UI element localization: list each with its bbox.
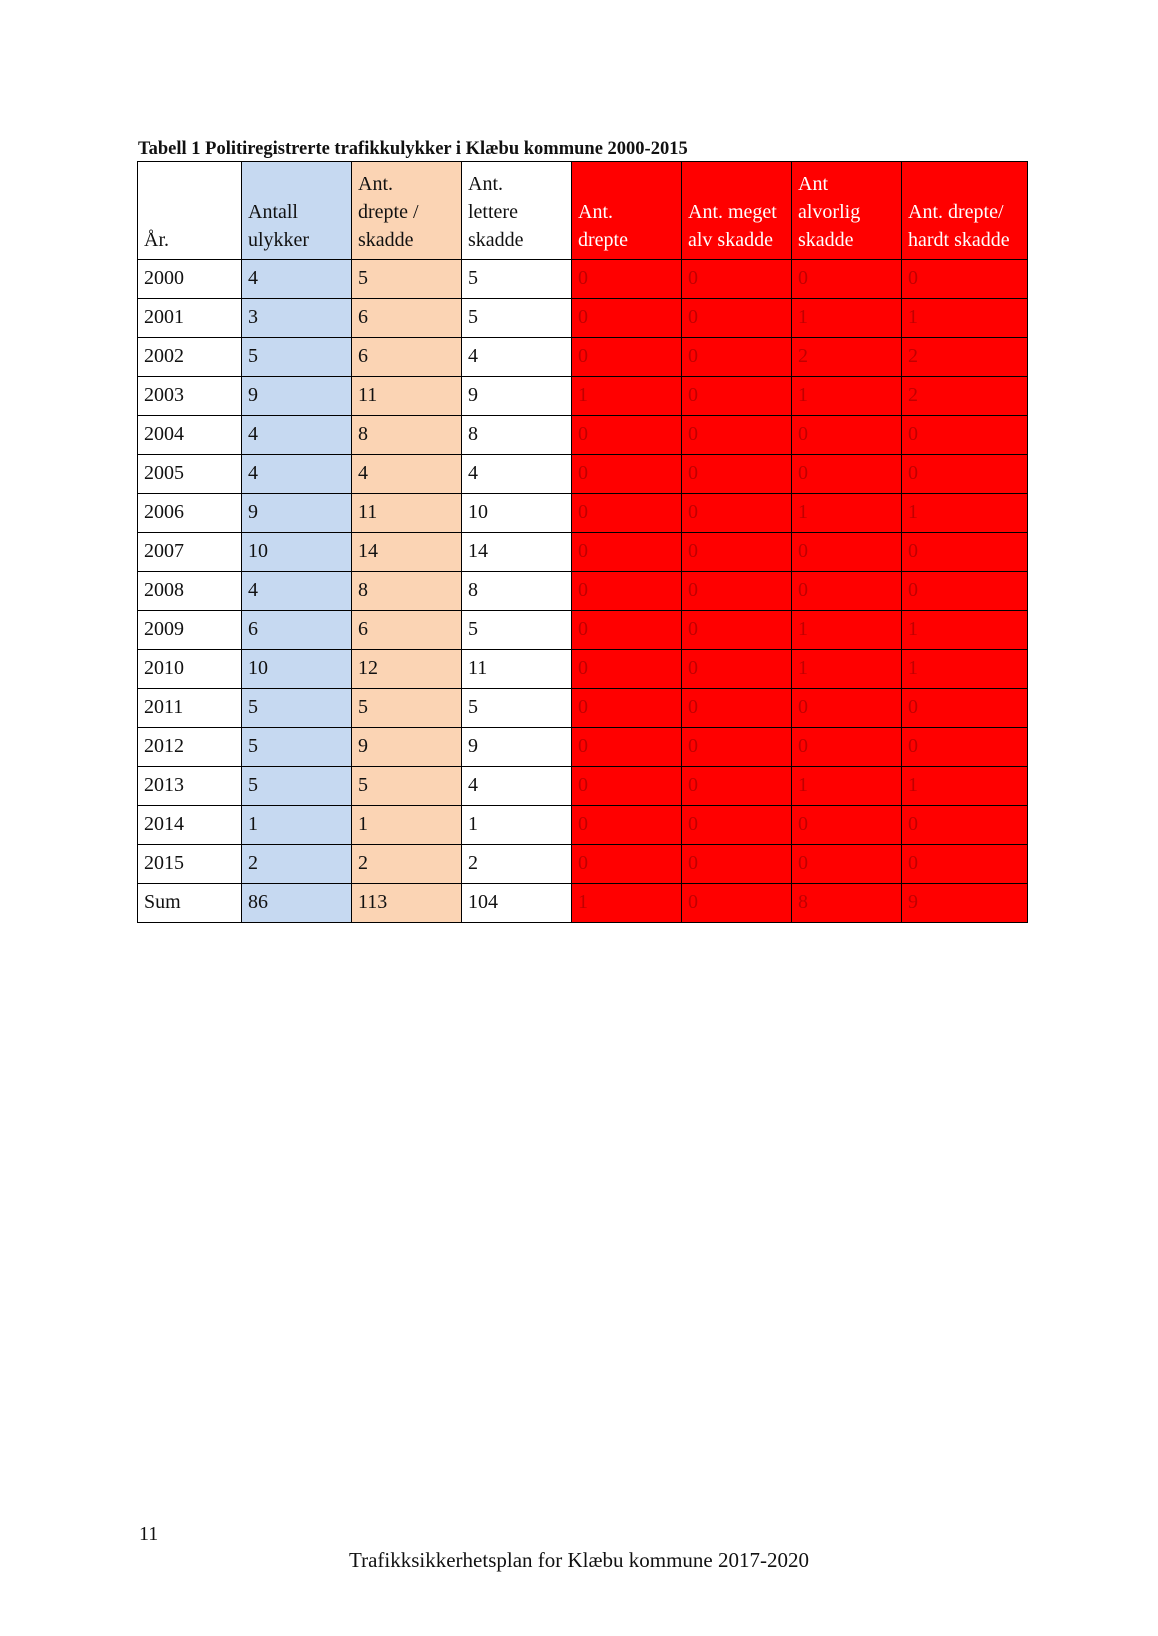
cell-very-seriously-injured: 0 <box>682 728 792 767</box>
cell-killed: 0 <box>572 338 682 377</box>
cell-killed-injured: 6 <box>352 338 462 377</box>
table-row <box>138 884 1028 923</box>
column-header-accidents <box>242 162 352 260</box>
table-header-row <box>138 162 1028 260</box>
cell-killed-hard-injured: 2 <box>902 338 1028 377</box>
table-row <box>138 533 1028 572</box>
cell-accidents: 9 <box>242 377 352 416</box>
cell-lightly-injured: 2 <box>462 845 572 884</box>
cell-seriously-injured: 8 <box>792 884 902 923</box>
cell-killed-hard-injured: 2 <box>902 377 1028 416</box>
cell-killed-hard-injured: 1 <box>902 650 1028 689</box>
cell-killed-injured: 6 <box>352 299 462 338</box>
table-caption: Tabell 1 Politiregistrerte trafikkulykker i Klæbu kommune 2000-2015 <box>138 139 688 159</box>
cell-killed: 0 <box>572 455 682 494</box>
cell-killed-injured: 5 <box>352 260 462 299</box>
cell-killed: 0 <box>572 299 682 338</box>
cell-lightly-injured: 8 <box>462 416 572 455</box>
cell-seriously-injured: 0 <box>792 533 902 572</box>
cell-very-seriously-injured: 0 <box>682 338 792 377</box>
cell-killed: 0 <box>572 416 682 455</box>
cell-killed-hard-injured: 9 <box>902 884 1028 923</box>
cell-year: 2007 <box>138 533 242 572</box>
column-header-line: skadde <box>468 229 524 251</box>
cell-very-seriously-injured: 0 <box>682 572 792 611</box>
cell-accidents: 6 <box>242 611 352 650</box>
table-row <box>138 767 1028 806</box>
cell-year: 2001 <box>138 299 242 338</box>
cell-lightly-injured: 14 <box>462 533 572 572</box>
table-row <box>138 455 1028 494</box>
column-header-seriously-injured <box>792 162 902 260</box>
cell-killed-hard-injured: 0 <box>902 455 1028 494</box>
table-row <box>138 845 1028 884</box>
cell-killed: 1 <box>572 377 682 416</box>
cell-killed-hard-injured: 1 <box>902 611 1028 650</box>
cell-year: 2003 <box>138 377 242 416</box>
cell-very-seriously-injured: 0 <box>682 416 792 455</box>
cell-accidents: 4 <box>242 572 352 611</box>
column-header-line: lettere <box>468 201 518 223</box>
table-body <box>138 260 1028 923</box>
cell-year: 2014 <box>138 806 242 845</box>
cell-killed-injured: 12 <box>352 650 462 689</box>
table-row <box>138 377 1028 416</box>
column-header-line: ulykker <box>248 229 310 251</box>
cell-very-seriously-injured: 0 <box>682 455 792 494</box>
cell-year: 2000 <box>138 260 242 299</box>
cell-killed-hard-injured: 0 <box>902 728 1028 767</box>
table-row <box>138 728 1028 767</box>
table-row <box>138 494 1028 533</box>
cell-accidents: 4 <box>242 455 352 494</box>
cell-very-seriously-injured: 0 <box>682 806 792 845</box>
cell-accidents: 5 <box>242 767 352 806</box>
cell-killed: 0 <box>572 572 682 611</box>
cell-killed-hard-injured: 0 <box>902 416 1028 455</box>
cell-killed-injured: 14 <box>352 533 462 572</box>
cell-lightly-injured: 1 <box>462 806 572 845</box>
cell-killed: 0 <box>572 494 682 533</box>
cell-killed-hard-injured: 0 <box>902 806 1028 845</box>
cell-killed-injured: 9 <box>352 728 462 767</box>
cell-accidents: 1 <box>242 806 352 845</box>
cell-seriously-injured: 0 <box>792 806 902 845</box>
column-header-killed <box>572 162 682 260</box>
cell-killed: 0 <box>572 650 682 689</box>
cell-killed-injured: 11 <box>352 494 462 533</box>
cell-seriously-injured: 2 <box>792 338 902 377</box>
cell-killed: 0 <box>572 533 682 572</box>
cell-seriously-injured: 0 <box>792 416 902 455</box>
cell-very-seriously-injured: 0 <box>682 845 792 884</box>
cell-killed: 0 <box>572 728 682 767</box>
cell-seriously-injured: 1 <box>792 767 902 806</box>
cell-very-seriously-injured: 0 <box>682 689 792 728</box>
page-number: 11 <box>139 1523 159 1545</box>
cell-killed-hard-injured: 0 <box>902 533 1028 572</box>
table-row <box>138 338 1028 377</box>
cell-killed-injured: 8 <box>352 416 462 455</box>
cell-accidents: 86 <box>242 884 352 923</box>
column-header-line: År. <box>144 229 169 251</box>
cell-accidents: 10 <box>242 650 352 689</box>
cell-lightly-injured: 4 <box>462 338 572 377</box>
table-row <box>138 689 1028 728</box>
column-header-very-seriously-injured <box>682 162 792 260</box>
cell-year: Sum <box>138 884 242 923</box>
column-header-line: Ant. <box>468 173 503 195</box>
column-header-line: drepte / <box>358 201 419 223</box>
cell-seriously-injured: 0 <box>792 455 902 494</box>
cell-very-seriously-injured: 0 <box>682 884 792 923</box>
cell-killed: 0 <box>572 767 682 806</box>
column-header-line: drepte <box>578 229 628 251</box>
cell-seriously-injured: 0 <box>792 728 902 767</box>
cell-very-seriously-injured: 0 <box>682 377 792 416</box>
cell-very-seriously-injured: 0 <box>682 299 792 338</box>
cell-year: 2015 <box>138 845 242 884</box>
column-header-line: alvorlig <box>798 201 861 223</box>
page-footer: Trafikksikkerhetsplan for Klæbu kommune 2017-2020 <box>348 1548 809 1572</box>
cell-killed-injured: 8 <box>352 572 462 611</box>
cell-killed: 1 <box>572 884 682 923</box>
column-header-line: Ant. meget <box>688 201 777 223</box>
cell-lightly-injured: 4 <box>462 455 572 494</box>
table-row <box>138 572 1028 611</box>
column-header-line: Ant <box>798 173 828 195</box>
cell-year: 2008 <box>138 572 242 611</box>
cell-killed-hard-injured: 0 <box>902 845 1028 884</box>
column-header-line: Ant. drepte/ <box>908 201 1004 223</box>
cell-lightly-injured: 11 <box>462 650 572 689</box>
column-header-line: hardt skadde <box>908 229 1010 251</box>
cell-killed-hard-injured: 1 <box>902 494 1028 533</box>
table-row <box>138 650 1028 689</box>
column-header-line: Ant. <box>578 201 613 223</box>
cell-accidents: 4 <box>242 260 352 299</box>
cell-seriously-injured: 1 <box>792 611 902 650</box>
cell-accidents: 3 <box>242 299 352 338</box>
cell-lightly-injured: 9 <box>462 377 572 416</box>
cell-seriously-injured: 0 <box>792 572 902 611</box>
cell-killed-hard-injured: 0 <box>902 260 1028 299</box>
cell-lightly-injured: 8 <box>462 572 572 611</box>
column-header-line: skadde <box>358 229 414 251</box>
cell-lightly-injured: 9 <box>462 728 572 767</box>
table-row <box>138 299 1028 338</box>
cell-year: 2004 <box>138 416 242 455</box>
cell-killed-hard-injured: 1 <box>902 767 1028 806</box>
cell-lightly-injured: 104 <box>462 884 572 923</box>
cell-killed-injured: 6 <box>352 611 462 650</box>
cell-lightly-injured: 5 <box>462 299 572 338</box>
column-header-line: Ant. <box>358 173 393 195</box>
cell-killed-hard-injured: 0 <box>902 572 1028 611</box>
cell-lightly-injured: 5 <box>462 611 572 650</box>
cell-lightly-injured: 5 <box>462 689 572 728</box>
column-header-line: Antall <box>248 201 298 223</box>
cell-lightly-injured: 4 <box>462 767 572 806</box>
cell-seriously-injured: 1 <box>792 377 902 416</box>
table-row <box>138 416 1028 455</box>
cell-killed-injured: 1 <box>352 806 462 845</box>
accident-table <box>137 161 1028 923</box>
cell-killed: 0 <box>572 611 682 650</box>
cell-killed-injured: 113 <box>352 884 462 923</box>
cell-year: 2012 <box>138 728 242 767</box>
cell-seriously-injured: 1 <box>792 299 902 338</box>
cell-killed: 0 <box>572 806 682 845</box>
cell-very-seriously-injured: 0 <box>682 494 792 533</box>
cell-lightly-injured: 10 <box>462 494 572 533</box>
cell-very-seriously-injured: 0 <box>682 611 792 650</box>
cell-year: 2002 <box>138 338 242 377</box>
table-row <box>138 806 1028 845</box>
cell-accidents: 5 <box>242 689 352 728</box>
cell-very-seriously-injured: 0 <box>682 533 792 572</box>
cell-accidents: 4 <box>242 416 352 455</box>
cell-killed-hard-injured: 0 <box>902 689 1028 728</box>
cell-killed: 0 <box>572 260 682 299</box>
cell-year: 2009 <box>138 611 242 650</box>
table-row <box>138 260 1028 299</box>
cell-accidents: 9 <box>242 494 352 533</box>
cell-killed-injured: 4 <box>352 455 462 494</box>
cell-year: 2006 <box>138 494 242 533</box>
cell-killed-hard-injured: 1 <box>902 299 1028 338</box>
column-header-year <box>138 162 242 260</box>
column-header-killed-hard-injured <box>902 162 1028 260</box>
cell-killed-injured: 11 <box>352 377 462 416</box>
cell-very-seriously-injured: 0 <box>682 650 792 689</box>
cell-very-seriously-injured: 0 <box>682 260 792 299</box>
cell-killed-injured: 2 <box>352 845 462 884</box>
cell-very-seriously-injured: 0 <box>682 767 792 806</box>
cell-killed: 0 <box>572 689 682 728</box>
cell-year: 2010 <box>138 650 242 689</box>
column-header-line: alv skadde <box>688 229 773 251</box>
table-row <box>138 611 1028 650</box>
column-header-lightly-injured <box>462 162 572 260</box>
cell-year: 2005 <box>138 455 242 494</box>
cell-year: 2011 <box>138 689 242 728</box>
column-header-line: skadde <box>798 229 854 251</box>
column-header-killed-injured <box>352 162 462 260</box>
cell-accidents: 5 <box>242 338 352 377</box>
cell-killed: 0 <box>572 845 682 884</box>
cell-accidents: 5 <box>242 728 352 767</box>
cell-seriously-injured: 1 <box>792 494 902 533</box>
cell-killed-injured: 5 <box>352 689 462 728</box>
cell-year: 2013 <box>138 767 242 806</box>
cell-seriously-injured: 0 <box>792 260 902 299</box>
cell-lightly-injured: 5 <box>462 260 572 299</box>
cell-accidents: 2 <box>242 845 352 884</box>
cell-seriously-injured: 0 <box>792 845 902 884</box>
cell-accidents: 10 <box>242 533 352 572</box>
cell-seriously-injured: 0 <box>792 689 902 728</box>
cell-seriously-injured: 1 <box>792 650 902 689</box>
cell-killed-injured: 5 <box>352 767 462 806</box>
